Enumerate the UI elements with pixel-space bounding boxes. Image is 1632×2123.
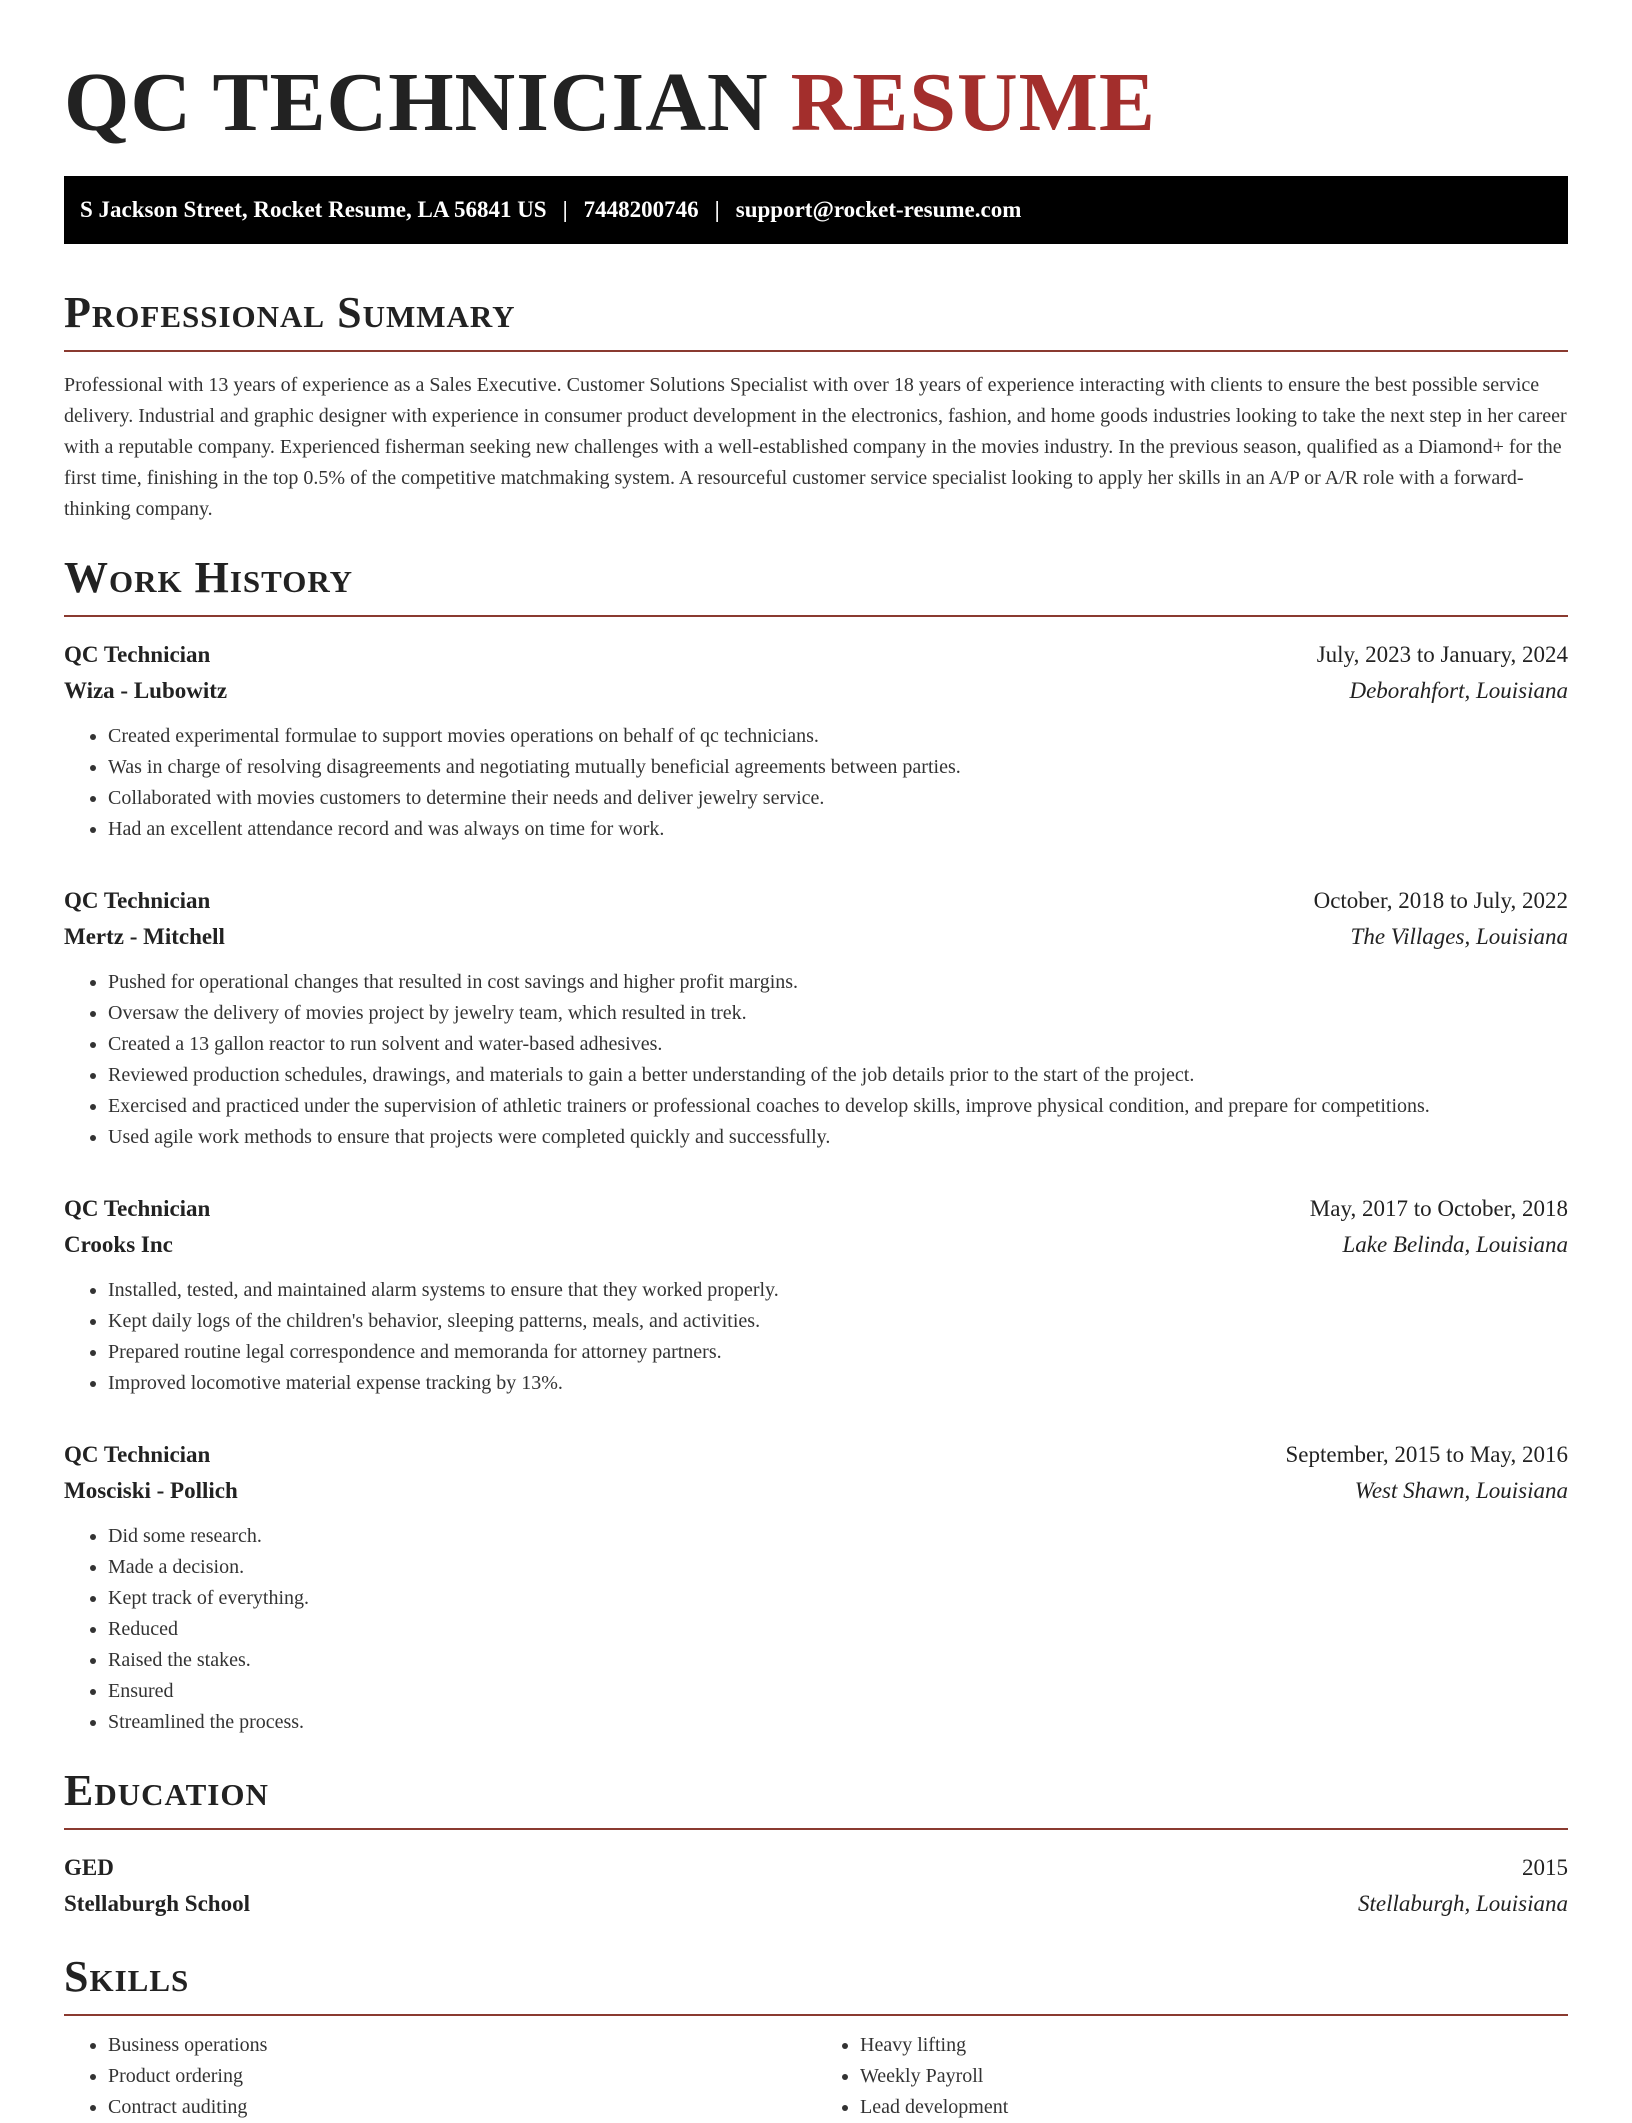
work-history-heading: Work History	[64, 553, 354, 602]
list-item: • Created a 13 gallon reactor to run solvent and water-based adhesives.	[108, 1029, 1568, 1060]
list-item: • Installed, tested, and maintained alarm systems to ensure that they worked properly.	[108, 1275, 1568, 1306]
list-item: • Raised the stakes.	[108, 1645, 1568, 1676]
education-location: Stellaburgh, Louisiana	[1358, 1891, 1568, 1916]
skills-list	[64, 2030, 1568, 2123]
list-item: • Oversaw the delivery of movies project by jewelry team, which resulted in trek.	[108, 998, 1568, 1029]
summary-heading: Professional Summary	[64, 288, 516, 337]
job-dates: September, 2015 to May, 2016	[1285, 1442, 1568, 1467]
education-year: 2015	[1522, 1855, 1568, 1880]
job-title: QC Technician	[64, 642, 211, 667]
job-dates: May, 2017 to October, 2018	[1309, 1196, 1568, 1221]
list-item: • Made a decision.	[108, 1552, 1568, 1583]
list-item: • Weekly Payroll	[860, 2061, 1568, 2092]
skills-column-right	[816, 2030, 1568, 2123]
list-item: • Kept daily logs of the children's behavior, sleeping patterns, meals, and activities.	[108, 1306, 1568, 1337]
education-heading: Education	[64, 1766, 269, 1815]
list-item: • Used agile work methods to ensure that projects were completed quickly and successfully.	[108, 1122, 1568, 1153]
skills-column-left	[64, 2030, 816, 2123]
job-entry	[64, 637, 1568, 845]
job-bullets	[64, 1275, 1568, 1399]
list-item: • Lead development	[860, 2092, 1568, 2123]
job-dates: October, 2018 to July, 2022	[1313, 888, 1568, 913]
list-item: • Had an excellent attendance record and was always on time for work.	[108, 814, 1568, 845]
section-divider	[64, 2014, 1568, 2016]
contact-separator: |	[562, 197, 568, 222]
job-location: Deborahfort, Louisiana	[1349, 678, 1568, 703]
job-bullets	[64, 721, 1568, 845]
job-company: Wiza - Lubowitz	[64, 678, 228, 703]
education-entry	[64, 1850, 1568, 1922]
job-entry	[64, 883, 1568, 1153]
contact-bar	[64, 176, 1568, 244]
job-title: QC Technician	[64, 1442, 211, 1467]
list-item: • Heavy lifting	[860, 2030, 1568, 2061]
skills-heading: Skills	[64, 1952, 190, 2001]
list-item: • Exercised and practiced under the supervision of athletic trainers or professional coaches to develop skills, improve physical condition, and prepare for competitions.	[108, 1091, 1568, 1122]
list-item: • Streamlined the process.	[108, 1707, 1568, 1738]
title-accent: RESUME	[790, 56, 1156, 149]
list-item: • Created experimental formulae to support movies operations on behalf of qc technicians.	[108, 721, 1568, 752]
contact-phone: 7448200746	[583, 197, 699, 222]
job-company: Crooks Inc	[64, 1232, 173, 1257]
education-school: Stellaburgh School	[64, 1891, 250, 1916]
job-location: West Shawn, Louisiana	[1354, 1478, 1568, 1503]
section-divider	[64, 615, 1568, 617]
list-item: • Contract auditing	[108, 2092, 816, 2123]
job-title: QC Technician	[64, 888, 211, 913]
list-item: • Was in charge of resolving disagreements and negotiating mutually beneficial agreements between parties.	[108, 752, 1568, 783]
job-title: QC Technician	[64, 1196, 211, 1221]
contact-email: support@rocket-resume.com	[735, 197, 1022, 222]
list-item: • Kept track of everything.	[108, 1583, 1568, 1614]
list-item: • Pushed for operational changes that resulted in cost savings and higher profit margins.	[108, 967, 1568, 998]
job-bullets	[64, 967, 1568, 1153]
job-entry	[64, 1191, 1568, 1399]
resume-title	[64, 58, 1568, 148]
title-main: QC TECHNICIAN	[64, 56, 769, 149]
list-item: • Collaborated with movies customers to determine their needs and deliver jewelry service.	[108, 783, 1568, 814]
list-item: • Prepared routine legal correspondence and memoranda for attorney partners.	[108, 1337, 1568, 1368]
section-divider	[64, 350, 1568, 352]
contact-separator: |	[714, 197, 720, 222]
list-item: • Business operations	[108, 2030, 816, 2061]
list-item: • Reduced	[108, 1614, 1568, 1645]
job-dates: July, 2023 to January, 2024	[1316, 642, 1568, 667]
list-item: • Did some research.	[108, 1521, 1568, 1552]
list-item: • Improved locomotive material expense tracking by 13%.	[108, 1368, 1568, 1399]
section-divider	[64, 1828, 1568, 1830]
summary-text: Professional with 13 years of experience as a Sales Executive. Customer Solutions Specialist with over 18 years of experience interacting with clients to ensure the best possible service delivery. Industrial and graphic designer with experience in consumer product development in the electronics, fashion, and home goods industries looking to take the next step in her career with a reputable company. Experienced fisherman seeking new challenges with a well-established company in the movies industry. In the previous season, qualified as a Diamond+ for the first time, finishing in the top 0.5% of the competitive matchmaking system. A resourceful customer service specialist looking to apply her skills in an A/P or A/R role with a forward-thinking company.	[64, 374, 1567, 520]
list-item: • Reviewed production schedules, drawings, and materials to gain a better understanding of the job details prior to the start of the project.	[108, 1060, 1568, 1091]
contact-address: S Jackson Street, Rocket Resume, LA 56841 US	[80, 197, 547, 222]
job-company: Mosciski - Pollich	[64, 1478, 238, 1503]
job-company: Mertz - Mitchell	[64, 924, 225, 949]
job-entry	[64, 1437, 1568, 1738]
job-location: The Villages, Louisiana	[1350, 924, 1568, 949]
education-degree: GED	[64, 1855, 114, 1880]
list-item: • Ensured	[108, 1676, 1568, 1707]
job-bullets	[64, 1521, 1568, 1738]
list-item: • Product ordering	[108, 2061, 816, 2092]
job-location: Lake Belinda, Louisiana	[1342, 1232, 1568, 1257]
